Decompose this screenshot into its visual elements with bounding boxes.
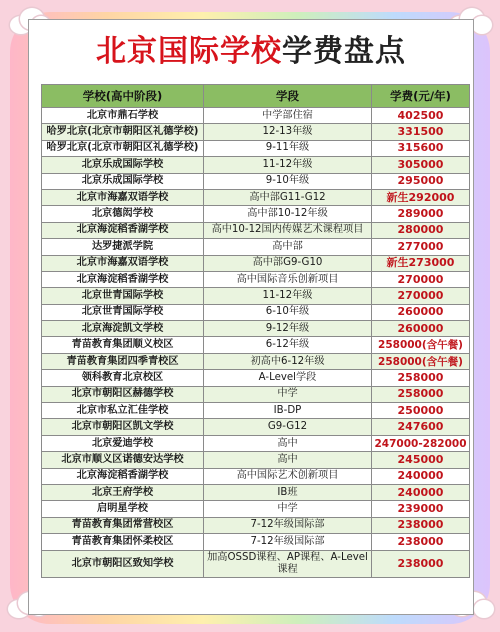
school-name-cell: 北京市鼎石学校 — [42, 108, 204, 124]
fee-cell: 239000 — [372, 501, 470, 517]
stage-cell: IB-DP — [204, 403, 372, 419]
school-name-cell: 启明星学校 — [42, 501, 204, 517]
stage-cell: A-Level学段 — [204, 370, 372, 386]
table-row — [42, 419, 470, 435]
stage-cell: 高中国际音乐创新项目 — [204, 271, 372, 287]
fee-cell: 315600 — [372, 140, 470, 156]
table-header-row — [42, 85, 470, 108]
school-name-cell: 北京市顺义区诺德安达学校 — [42, 452, 204, 468]
school-name-cell: 北京市朝阳区赫德学校 — [42, 386, 204, 402]
tuition-table — [41, 84, 470, 578]
stage-cell: 高中 — [204, 452, 372, 468]
school-name-cell: 青苗教育集团常营校区 — [42, 517, 204, 533]
table-row — [42, 140, 470, 156]
fee-cell: 295000 — [372, 173, 470, 189]
stage-cell: 初高中6-12年级 — [204, 353, 372, 369]
stage-cell: 9-11年级 — [204, 140, 372, 156]
stage-cell: 9-10年级 — [204, 173, 372, 189]
school-name-cell: 哈罗北京(北京市朝阳区礼德学校) — [42, 124, 204, 140]
school-name-cell: 北京市海嘉双语学校 — [42, 255, 204, 271]
table-row — [42, 435, 470, 451]
stage-cell: 7-12年级国际部 — [204, 534, 372, 550]
school-name-cell: 哈罗北京(北京市朝阳区礼德学校) — [42, 140, 204, 156]
school-name-cell: 北京海淀稻香湖学校 — [42, 271, 204, 287]
table-row — [42, 157, 470, 173]
school-name-cell: 青苗教育集团顺义校区 — [42, 337, 204, 353]
stage-cell: 高中部G9-G10 — [204, 255, 372, 271]
stage-cell: 高中国际艺术创新项目 — [204, 468, 372, 484]
table-row — [42, 534, 470, 550]
fee-cell: 305000 — [372, 157, 470, 173]
table-row — [42, 353, 470, 369]
fee-cell: 258000(含午餐) — [372, 353, 470, 369]
fee-cell: 331500 — [372, 124, 470, 140]
fee-cell: 250000 — [372, 403, 470, 419]
table-row — [42, 288, 470, 304]
stage-cell: 高中部G11-G12 — [204, 189, 372, 205]
stage-cell: 高中10-12国内传媒艺术课程项目 — [204, 222, 372, 238]
fee-cell: 新生292000 — [372, 189, 470, 205]
fee-cell: 240000 — [372, 468, 470, 484]
stage-cell: 中学 — [204, 386, 372, 402]
stage-cell: 中学 — [204, 501, 372, 517]
header-stage: 学段 — [204, 85, 372, 108]
stage-cell: 11-12年级 — [204, 288, 372, 304]
fee-cell: 245000 — [372, 452, 470, 468]
table-row — [42, 517, 470, 533]
school-name-cell: 北京世青国际学校 — [42, 288, 204, 304]
table-row — [42, 108, 470, 124]
school-name-cell: 北京市海嘉双语学校 — [42, 189, 204, 205]
header-school: 学校(高中阶段) — [42, 85, 204, 108]
school-name-cell: 北京市朝阳区致知学校 — [42, 550, 204, 577]
header-fee: 学费(元/年) — [372, 85, 470, 108]
fee-cell: 258000(含午餐) — [372, 337, 470, 353]
school-name-cell: 北京市私立汇佳学校 — [42, 403, 204, 419]
school-name-cell: 北京市朝阳区凯文学校 — [42, 419, 204, 435]
table-row — [42, 321, 470, 337]
fee-cell: 238000 — [372, 550, 470, 577]
school-name-cell: 北京德闳学校 — [42, 206, 204, 222]
fee-cell: 247000-282000 — [372, 435, 470, 451]
school-name-cell: 北京海淀稻香湖学校 — [42, 468, 204, 484]
school-name-cell: 北京乐成国际学校 — [42, 157, 204, 173]
school-name-cell: 北京海淀凯文学校 — [42, 321, 204, 337]
school-name-cell: 青苗教育集团四季青校区 — [42, 353, 204, 369]
stage-cell: 高中 — [204, 435, 372, 451]
table-row — [42, 173, 470, 189]
fee-cell: 258000 — [372, 386, 470, 402]
school-name-cell: 北京海淀稻香湖学校 — [42, 222, 204, 238]
table-row — [42, 370, 470, 386]
table-row — [42, 386, 470, 402]
table-row — [42, 337, 470, 353]
fee-cell: 277000 — [372, 239, 470, 255]
stage-cell: G9-G12 — [204, 419, 372, 435]
table-row — [42, 501, 470, 517]
fee-cell: 238000 — [372, 517, 470, 533]
fee-cell: 270000 — [372, 271, 470, 287]
stage-cell: IB班 — [204, 484, 372, 500]
table-row — [42, 206, 470, 222]
fee-cell: 247600 — [372, 419, 470, 435]
stage-cell: 加高OSSD课程、AP课程、A-Level课程 — [204, 550, 372, 577]
stage-cell: 7-12年级国际部 — [204, 517, 372, 533]
school-name-cell: 北京世青国际学校 — [42, 304, 204, 320]
stage-cell: 9-12年级 — [204, 321, 372, 337]
table-row — [42, 255, 470, 271]
stage-cell: 高中部 — [204, 239, 372, 255]
table-row — [42, 550, 470, 577]
school-name-cell: 领科教育北京校区 — [42, 370, 204, 386]
fee-cell: 新生273000 — [372, 255, 470, 271]
school-name-cell: 北京乐成国际学校 — [42, 173, 204, 189]
school-name-cell: 达罗捷派学院 — [42, 239, 204, 255]
school-name-cell: 青苗教育集团怀柔校区 — [42, 534, 204, 550]
table-row — [42, 189, 470, 205]
table-row — [42, 452, 470, 468]
fee-cell: 260000 — [372, 304, 470, 320]
title-rest: 学费盘点 — [282, 34, 406, 69]
stage-cell: 6-12年级 — [204, 337, 372, 353]
fee-cell: 238000 — [372, 534, 470, 550]
stage-cell: 中学部住宿 — [204, 108, 372, 124]
table-row — [42, 222, 470, 238]
stage-cell: 12-13年级 — [204, 124, 372, 140]
table-row — [42, 484, 470, 500]
table-row — [42, 304, 470, 320]
school-name-cell: 北京爱迪学校 — [42, 435, 204, 451]
fee-cell: 258000 — [372, 370, 470, 386]
school-name-cell: 北京王府学校 — [42, 484, 204, 500]
fee-cell: 280000 — [372, 222, 470, 238]
title-highlight: 北京国际学校 — [96, 34, 282, 69]
stage-cell: 6-10年级 — [204, 304, 372, 320]
fee-cell: 260000 — [372, 321, 470, 337]
table-row — [42, 403, 470, 419]
table-row — [42, 239, 470, 255]
fee-cell: 289000 — [372, 206, 470, 222]
stage-cell: 高中部10-12年级 — [204, 206, 372, 222]
table-row — [42, 468, 470, 484]
content-card — [28, 19, 474, 615]
fee-cell: 270000 — [372, 288, 470, 304]
page-title — [29, 20, 473, 83]
fee-cell: 240000 — [372, 484, 470, 500]
stage-cell: 11-12年级 — [204, 157, 372, 173]
fee-cell: 402500 — [372, 108, 470, 124]
table-row — [42, 124, 470, 140]
table-row — [42, 271, 470, 287]
